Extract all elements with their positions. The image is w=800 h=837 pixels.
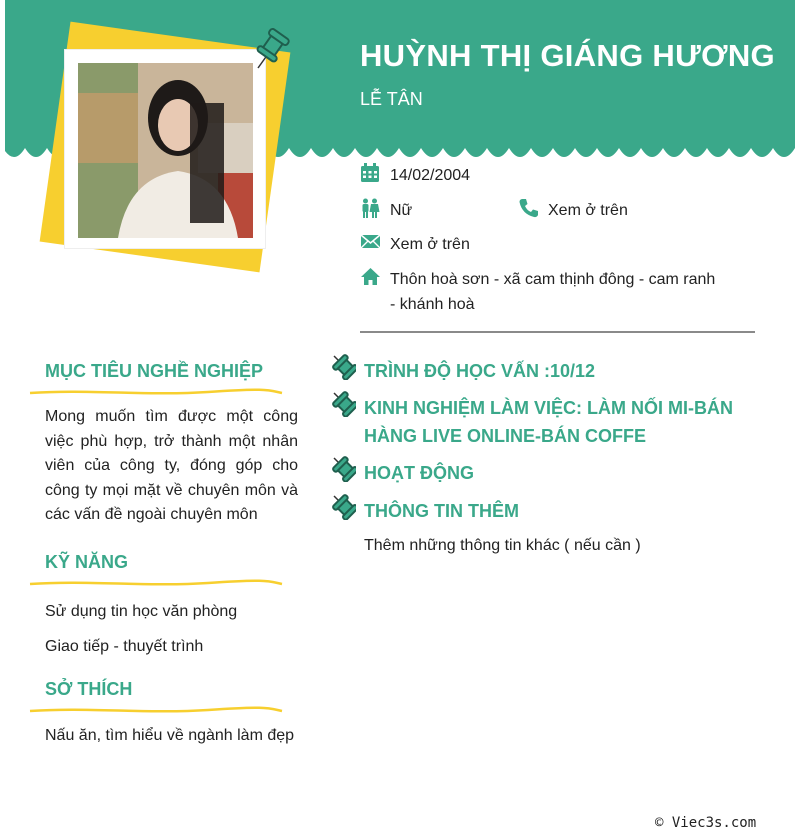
hobbies-text: Nấu ăn, tìm hiểu về ngành làm đẹp	[45, 727, 295, 744]
pushpin-icon	[330, 492, 356, 520]
activities-heading: HOẠT ĐỘNG	[364, 463, 474, 483]
objective-text: Mong muốn tìm được một công việc phù hợp, trở thành một nhân viên của công ty, đóng góp cho công ty mọi mặt về chuyên môn và các vấn đề ngoài chuyên môn	[45, 408, 298, 523]
experience-heading: KINH NGHIỆM LÀM VIỆC: LÀM NỐI MI-BÁN HÀNG LIVE ONLINE-BÁN COFFE	[364, 398, 733, 446]
home-icon	[360, 267, 382, 287]
email-value[interactable]: Xem ở trên	[390, 236, 470, 253]
pushpin-icon	[330, 389, 356, 417]
pushpin-icon	[250, 24, 294, 77]
profile-photo-frame	[40, 30, 290, 270]
phone-row	[518, 198, 628, 223]
birthday-row	[360, 163, 470, 188]
candidate-name: HUỲNH THỊ GIÁNG HƯƠNG	[360, 38, 775, 73]
calendar-icon	[360, 163, 382, 183]
address-row	[360, 267, 720, 317]
extra-info-text: Thêm những thông tin khác ( nếu cần )	[364, 537, 641, 554]
skills-heading: KỸ NĂNG	[45, 552, 129, 572]
gender-value: Nữ	[390, 202, 413, 219]
objective-heading: MỤC TIÊU NGHỀ NGHIỆP	[45, 361, 264, 381]
skill-item: Sử dụng tin học văn phòng	[45, 603, 238, 620]
watermark: © Viec3s.com	[655, 815, 757, 831]
address-value: Thôn hoà sơn - xã cam thịnh đông - cam ranh - khánh hoà	[390, 271, 716, 313]
email-icon	[360, 232, 382, 252]
heading-underline	[28, 577, 284, 591]
gender-icon	[360, 198, 382, 218]
profile-photo[interactable]	[78, 63, 253, 238]
hobbies-heading: SỞ THÍCH	[45, 679, 133, 699]
skill-item: Giao tiếp - thuyết trình	[45, 638, 204, 655]
birthday-value: 14/02/2004	[390, 167, 471, 184]
pushpin-icon	[330, 352, 356, 380]
phone-value[interactable]: Xem ở trên	[548, 202, 628, 219]
heading-underline	[28, 704, 284, 718]
gender-row	[360, 198, 412, 223]
section-divider	[360, 331, 755, 333]
extra-info-heading: THÔNG TIN THÊM	[364, 501, 519, 521]
pushpin-icon	[330, 454, 356, 482]
education-heading: TRÌNH ĐỘ HỌC VẤN :10/12	[364, 361, 596, 381]
email-row	[360, 232, 470, 257]
candidate-role: LỄ TÂN	[360, 89, 423, 109]
heading-underline	[28, 386, 284, 400]
photo-border	[65, 50, 265, 248]
phone-icon	[518, 198, 540, 218]
